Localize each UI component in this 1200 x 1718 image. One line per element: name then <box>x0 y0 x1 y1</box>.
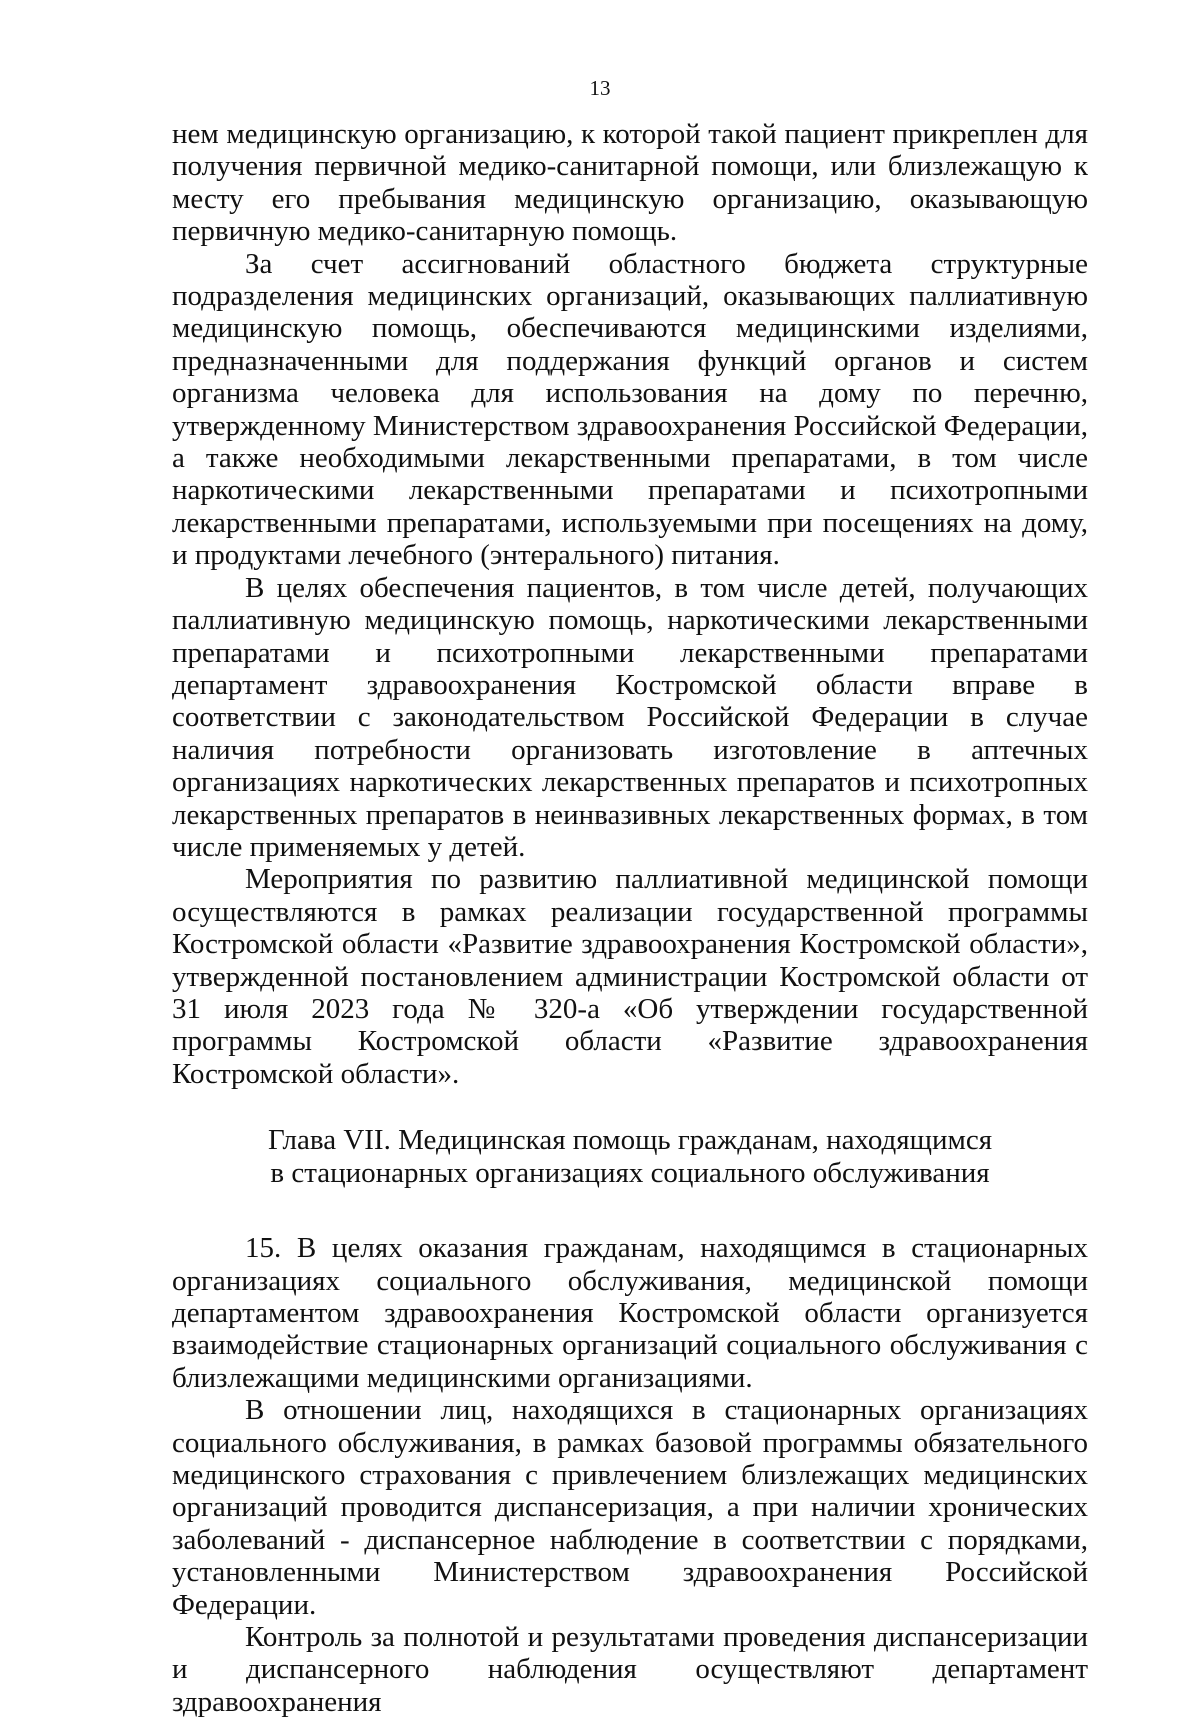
paragraph-continuation: нем медицинскую организацию, к которой такой пациент прикреплен для получения первичной медико-санитарной помощи, или близлежащую к месту его пребывания медицинскую организацию, оказывающую первичную медико-санитарную помощь. <box>172 118 1088 248</box>
paragraph-control: Контроль за полнотой и результатами проведения диспансеризации и диспансерного наблюдения осуществляют департамент здравоохранения <box>172 1621 1088 1718</box>
page-number: 13 <box>589 76 611 100</box>
paragraph-item-15: 15. В целях оказания гражданам, находящимся в стационарных организациях социального обслуживания, медицинской помощи департаментом здравоохранения Костромской области организуется взаимодействие стационарных организаций социального обслуживания с близлежащими медицинскими организациями. <box>172 1232 1088 1394</box>
paragraph-state-program: Мероприятия по развитию паллиативной медицинской помощи осуществляются в рамках реализации государственной программы Костромской области «Развитие здравоохранения Костромской области», утвержденной постановлением администрации Костромской области от 31 июля 2023 года № 320-а «Об утверждении государственной программы Костромской области «Развитие здравоохранения Костромской области». <box>172 863 1088 1090</box>
chapter-heading-line-2: в стационарных организациях социального обслуживания <box>270 1157 990 1190</box>
document-body <box>172 118 1088 1718</box>
paragraph-dispensary: В отношении лиц, находящихся в стационарных организациях социального обслуживания, в рамках базовой программы обязательного медицинского страхования с привлечением близлежащих медицинских организаций проводится диспансеризация, а при наличии хронических заболеваний - диспансерное наблюдение в соответствии с порядками, установленными Министерством здравоохранения Российской Федерации. <box>172 1394 1088 1621</box>
chapter-heading-line-1: Глава VII. Медицинская помощь гражданам, находящимся <box>267 1124 993 1157</box>
chapter-heading <box>172 1124 1088 1190</box>
paragraph-narcotic-drugs: В целях обеспечения пациентов, в том числе детей, получающих паллиативную медицинскую помощь, наркотическими лекарственными препаратами и психотропными лекарственными препаратами департамент здравоохранения Костромской области вправе в соответствии с законодательством Российской Федерации в случае наличия потребности организовать изготовление в аптечных организациях наркотических лекарственных препаратов и психотропных лекарственных препаратов в неинвазивных лекарственных формах, в том числе применяемых у детей. <box>172 571 1088 863</box>
paragraph-budget-funding: За счет ассигнований областного бюджета структурные подразделения медицинских организаций, оказывающих паллиативную медицинскую помощь, обеспечиваются медицинскими изделиями, предназначенными для поддержания функций органов и систем организма человека для использования на дому по перечню, утвержденному Министерством здравоохранения Российской Федерации, а также необходимыми лекарственными препаратами, в том числе наркотическими лекарственными препаратами и психотропными лекарственными препаратами, используемыми при посещениях на дому, и продуктами лечебного (энтерального) питания. <box>172 247 1088 572</box>
